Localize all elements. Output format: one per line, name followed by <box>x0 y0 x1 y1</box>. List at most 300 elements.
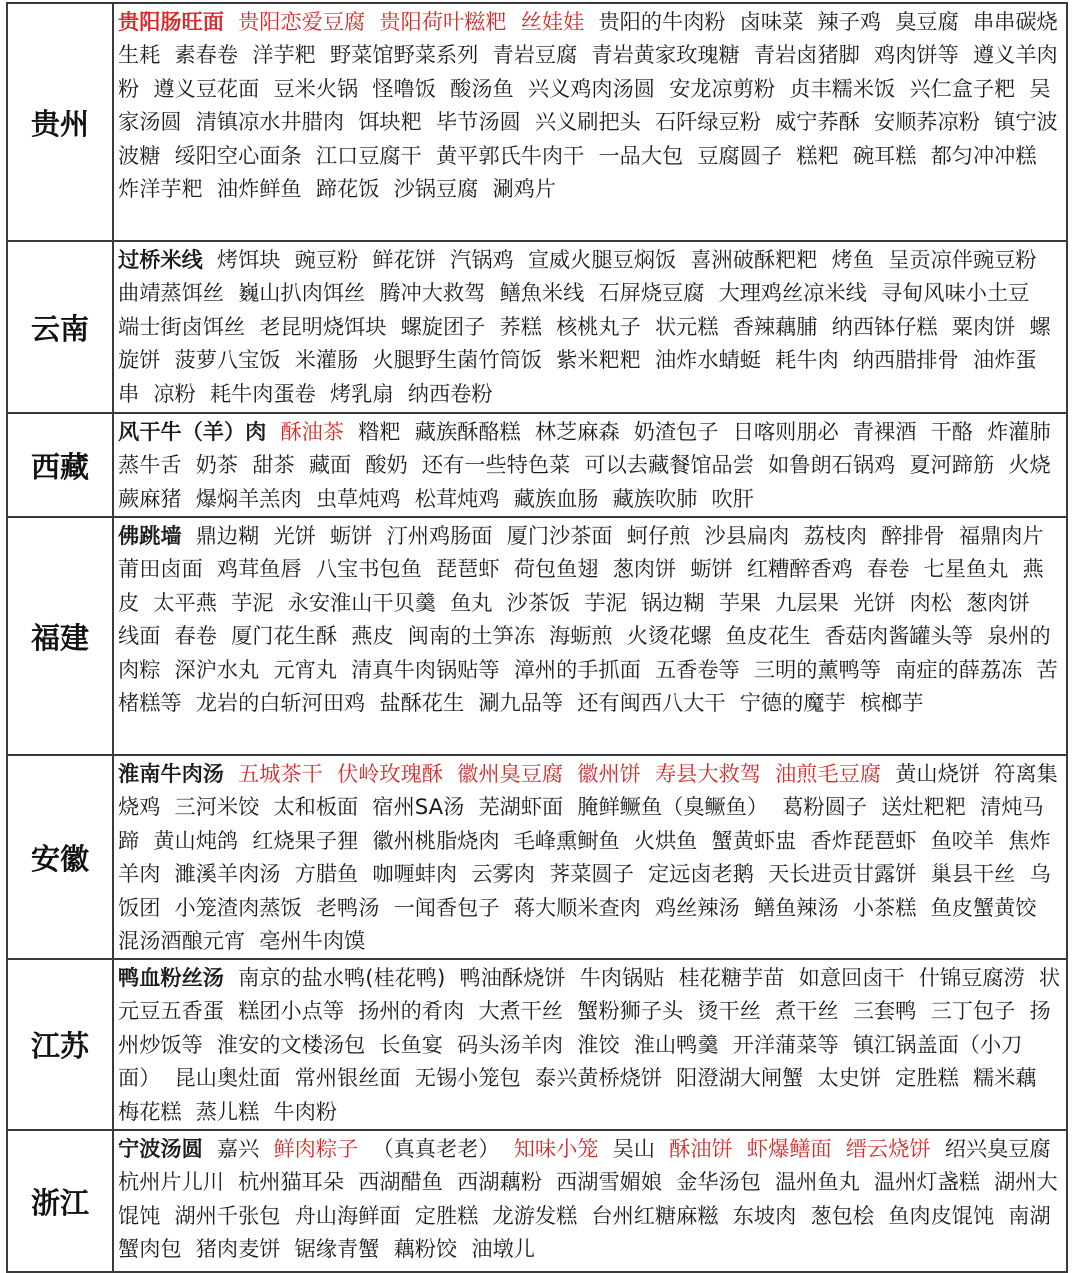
food-item: 螺旋饼 <box>118 313 1051 373</box>
food-item: 吴山 <box>612 1136 655 1161</box>
food-item: 豆腐圆子 <box>697 142 783 168</box>
food-item: 碗耳糕 <box>852 142 917 168</box>
food-item: 南湖蟹肉包 <box>118 1202 1051 1262</box>
food-item: 鱼丸 <box>450 589 493 615</box>
food-item-highlighted: 酥油饼 <box>669 1136 733 1161</box>
food-item: 藕粉饺 <box>393 1236 458 1262</box>
food-table <box>6 2 1068 1273</box>
food-item: 汀州鸡肠面 <box>386 523 493 548</box>
food-item: 太史饼 <box>817 1065 882 1091</box>
food-item: 鱼咬羊 <box>930 827 995 853</box>
food-item: 杭州猫耳朵 <box>238 1169 345 1195</box>
food-item: 鸡茸鱼唇 <box>216 556 302 582</box>
food-item: 饵块粑 <box>358 109 422 135</box>
food-item: 荷包鱼翅 <box>513 556 599 582</box>
province-row <box>7 517 1067 755</box>
food-item: 青岩黄家玫瑰糖 <box>591 42 740 68</box>
food-item: 还有闽西八大干 <box>577 690 726 716</box>
province-row <box>7 413 1067 517</box>
food-item: 春卷 <box>174 623 217 649</box>
food-item: 黄山炖鸽 <box>153 827 239 853</box>
food-item: 光饼 <box>852 589 896 615</box>
food-item: 香炸琵琶虾 <box>810 827 917 853</box>
food-item: 螺旋团子 <box>400 313 486 339</box>
food-item: 涮鸡片 <box>492 176 557 202</box>
food-item: 厦门花生酥 <box>231 623 338 649</box>
food-item: 西湖醋鱼 <box>358 1169 443 1195</box>
food-item-highlighted: 鲜肉粽子 <box>273 1136 359 1161</box>
food-item: 天长进贡甘露饼 <box>768 861 917 887</box>
food-item: 咖喱蚌肉 <box>372 861 458 887</box>
food-item: 纳西钵仔糕 <box>831 313 938 339</box>
food-item: 奶渣包子 <box>633 419 719 444</box>
food-item: 油炸蛋串 <box>118 347 1037 406</box>
food-item: 蹄花饭 <box>315 176 380 202</box>
food-item: 松茸炖鸡 <box>414 485 500 511</box>
food-item: 紫米粑粑 <box>556 347 641 373</box>
food-item: 亳州牛肉馍 <box>259 928 366 954</box>
food-item: 槟榔芋 <box>859 690 924 716</box>
food-item: 吴家汤圆 <box>118 75 1051 135</box>
food-item: 糕粑 <box>796 142 839 168</box>
food-item: 阳澄湖大闸蟹 <box>676 1065 804 1091</box>
food-item: 深沪水丸 <box>174 656 260 682</box>
food-item-highlighted: 油煎毛豆腐 <box>775 761 882 786</box>
food-item: 鸭油酥烧饼 <box>459 965 566 990</box>
food-item: 安龙凉剪粉 <box>669 75 776 101</box>
food-item: 臭豆腐 <box>895 9 959 34</box>
food-item: 日喀则朋必 <box>732 419 839 444</box>
food-item: 濉溪羊肉汤 <box>174 861 281 887</box>
food-item: 油炸水蜻蜓 <box>654 347 761 373</box>
food-item: 龙岩的白斩河田鸡 <box>195 690 366 716</box>
food-item: 兴义鸡肉汤圆 <box>527 75 655 101</box>
food-item: 豌豆粉 <box>294 247 359 272</box>
food-item: 江口豆腐干 <box>315 142 422 168</box>
food-item: 厦门沙茶面 <box>506 523 613 548</box>
food-item: 怪噜饭 <box>372 75 436 101</box>
food-item: 辣子鸡 <box>817 9 882 34</box>
food-item: 甜茶 <box>252 452 295 478</box>
food-item: 纳西卷粉 <box>407 380 493 406</box>
food-item: 豆米火锅 <box>273 75 359 101</box>
food-item-highlighted: 五城茶干 <box>238 761 323 786</box>
food-item: 锯缘青蟹 <box>294 1236 380 1262</box>
food-item: 送灶粑粑 <box>881 794 966 820</box>
food-item-featured: 宁波汤圆 <box>118 1136 203 1161</box>
food-item: 三河米饺 <box>174 794 260 820</box>
food-item: 五香卷等 <box>654 656 740 682</box>
food-item: 漳州的手抓面 <box>513 656 641 682</box>
food-item-highlighted: 徽州臭豆腐 <box>457 761 564 786</box>
food-item: 鼎边糊 <box>195 523 260 548</box>
food-item: 荠菜圆子 <box>549 861 634 887</box>
food-item: 炸灌肺 <box>987 419 1051 444</box>
food-item: 巍山扒肉饵丝 <box>238 280 366 306</box>
food-item: 温州灯盏糕 <box>874 1169 980 1195</box>
food-item: 火烫花螺 <box>626 623 712 649</box>
food-item: 状元糕 <box>654 313 719 339</box>
food-item: 吹肝 <box>711 485 754 511</box>
food-item-featured: 风干牛（羊）肉 <box>118 419 267 444</box>
food-item: 葱肉饼 <box>612 556 677 582</box>
food-list <box>113 241 1067 413</box>
food-item: 嘉兴 <box>216 1136 260 1161</box>
food-item: 鱼皮花生 <box>725 623 811 649</box>
province-row <box>7 755 1067 959</box>
food-item: 藏族血肠 <box>513 485 599 511</box>
food-item: 大理鸡丝凉米线 <box>718 280 867 306</box>
food-item: 火烘鱼 <box>633 827 698 853</box>
food-item: 光饼 <box>273 523 316 548</box>
food-item: 腾冲大救驾 <box>379 280 486 306</box>
food-item: 蚵仔煎 <box>626 523 691 548</box>
food-item: 鳝鱼辣汤 <box>753 894 839 920</box>
food-item: 状元豆五香蛋 <box>118 965 1061 1024</box>
food-item: 龙游发糕 <box>492 1202 578 1228</box>
food-item: 什锦豆腐涝 <box>918 965 1025 990</box>
food-item: 还有一些特色菜 <box>421 452 571 478</box>
food-item: 小茶糕 <box>852 894 917 920</box>
food-item: 串串碳烧生耗 <box>118 9 1058 68</box>
food-item: 芜湖虾面 <box>478 794 564 820</box>
province-name: 贵州 <box>7 3 113 241</box>
food-item: 一品大包 <box>598 142 684 168</box>
food-item: 鱼肉皮馄饨 <box>888 1202 995 1228</box>
food-item: 夏河蹄筋 <box>909 452 995 478</box>
food-item: 葛粉圆子 <box>782 794 867 820</box>
food-item: 西湖藕粉 <box>457 1169 542 1195</box>
food-item: 南京的盐水鸭(桂花鸭) <box>238 965 446 990</box>
food-item: 鲜花饼 <box>372 247 436 272</box>
food-item: 三丁包子 <box>930 998 1016 1024</box>
food-item: 牛肉粉 <box>273 1098 338 1124</box>
food-item: 烫干丝 <box>697 998 761 1024</box>
food-item: 蟹黄虾盅 <box>711 827 797 853</box>
food-item: 宁德的魔芋 <box>739 690 846 716</box>
food-item-highlighted: 酥油茶 <box>280 419 345 444</box>
food-item: 泰兴黄桥烧饼 <box>534 1065 663 1091</box>
food-item: 春卷 <box>867 556 910 582</box>
province-row <box>7 3 1067 241</box>
food-item: 贞丰糯米饭 <box>789 75 896 101</box>
food-item: 定远卤老鹅 <box>647 861 754 887</box>
food-item: 淮饺 <box>577 1031 620 1057</box>
food-item: 爆焖羊羔肉 <box>195 485 302 511</box>
food-item: 醉排骨 <box>881 523 945 548</box>
food-item: 海蛎煎 <box>549 623 613 649</box>
food-item: 云雾肉 <box>471 861 535 887</box>
food-item: 无锡小笼包 <box>414 1065 521 1091</box>
food-item: 黄山烧饼 <box>895 761 980 786</box>
food-item: 八宝书包鱼 <box>315 556 422 582</box>
food-item: 沙茶饭 <box>506 589 571 615</box>
food-item: 闽南的土笋冻 <box>407 623 535 649</box>
food-item: 杭州片儿川 <box>118 1169 224 1195</box>
food-item: 三套鸭 <box>852 998 917 1024</box>
food-item: 素春卷 <box>174 42 239 68</box>
food-item: 野菜馆野菜系列 <box>330 42 479 68</box>
province-name: 西藏 <box>7 413 113 517</box>
food-item: 芋泥 <box>584 589 627 615</box>
food-item: 烤鱼 <box>831 247 875 272</box>
food-item: 糌粑 <box>358 419 401 444</box>
food-item: 老鸭汤 <box>315 894 380 920</box>
food-item: 肉松 <box>909 589 952 615</box>
food-item: 煮干丝 <box>775 998 839 1024</box>
food-item: 大煮干丝 <box>478 998 564 1024</box>
food-item: 南症的薛荔冻 <box>895 656 1023 682</box>
food-item-highlighted: 虾爆鳝面 <box>746 1136 832 1161</box>
food-item: 林芝麻森 <box>534 419 620 444</box>
food-item: 藏族酥酪糕 <box>414 419 521 444</box>
food-item: 红糟醉香鸡 <box>746 556 853 582</box>
food-item: 莆田卤面 <box>118 556 203 582</box>
food-item: 码头汤羊肉 <box>457 1031 564 1057</box>
food-item: 葱包桧 <box>810 1202 875 1228</box>
food-item: 清真牛肉锅贴等 <box>351 656 500 682</box>
food-item: 烤饵块 <box>216 247 281 272</box>
food-item: 石屏烧豆腐 <box>598 280 705 306</box>
food-item: 荞糕 <box>499 313 542 339</box>
food-item: 兴义刷把头 <box>534 109 641 135</box>
food-item: 牛肉锅贴 <box>579 965 665 990</box>
food-item: 锅边糊 <box>640 589 705 615</box>
food-item: 鳝魚米线 <box>499 280 585 306</box>
food-item: 混汤酒酿元宵 <box>118 928 246 954</box>
food-item: 糕团小点等 <box>238 998 345 1024</box>
food-item: 菠萝八宝饭 <box>174 347 281 373</box>
food-item: 猪肉麦饼 <box>195 1236 281 1262</box>
food-item: 巢县干丝 <box>930 861 1016 887</box>
food-item: 糯米藕 <box>972 1065 1037 1091</box>
food-item: 苦楮糕等 <box>118 656 1058 716</box>
food-item: 荔枝肉 <box>803 523 868 548</box>
food-item: 火腿野生菌竹筒饭 <box>372 347 542 373</box>
food-item: 洋芋粑 <box>252 42 316 68</box>
food-item: 涮九品等 <box>478 690 564 716</box>
food-item: 香菇肉酱罐头等 <box>824 623 973 649</box>
food-item: 遵义豆花面 <box>153 75 260 101</box>
food-item: 汽锅鸡 <box>450 247 514 272</box>
province-name: 福建 <box>7 517 113 755</box>
food-item-highlighted: 贵阳肠旺面 <box>118 9 224 34</box>
food-item: 都匀冲冲糕 <box>930 142 1037 168</box>
food-item: 青岩卤猪脚 <box>753 42 860 68</box>
food-item: 呈贡凉伴豌豆粉 <box>888 247 1037 272</box>
food-list <box>113 1130 1067 1272</box>
food-item: 西湖雪媚娘 <box>556 1169 663 1195</box>
food-item: 耗牛肉 <box>775 347 839 373</box>
food-item: 卤味菜 <box>739 9 804 34</box>
food-item: 蒸牛舌 <box>118 452 182 478</box>
food-item-featured: 淮南牛肉汤 <box>118 761 224 786</box>
food-item: 镇江锅盖面（小刀面） <box>118 1031 1023 1091</box>
food-item: 粟肉饼 <box>951 313 1016 339</box>
food-item: 青裸酒 <box>852 419 917 444</box>
food-item: 安顺荞凉粉 <box>874 109 980 135</box>
food-item: 燕皮 <box>351 623 394 649</box>
food-item: 藏面 <box>308 452 352 478</box>
food-item: 湖州千张包 <box>174 1202 281 1228</box>
food-item: 烤乳扇 <box>330 380 394 406</box>
food-item: 扬州的肴肉 <box>358 998 465 1024</box>
food-item: 符离集烧鸡 <box>118 761 1058 820</box>
food-item-highlighted: 伏岭玫瑰酥 <box>337 761 443 786</box>
food-item: 毕节汤圆 <box>435 109 521 135</box>
food-item: 镇宁波波糖 <box>118 109 1058 168</box>
food-item: 清炖马蹄 <box>118 794 1044 853</box>
food-item-featured: 过桥米线 <box>118 247 203 272</box>
food-item: 核桃丸子 <box>556 313 641 339</box>
food-item: 红烧果子狸 <box>252 827 359 853</box>
food-item-highlighted: 知味小笼 <box>513 1136 599 1161</box>
food-item: 太平燕 <box>153 589 217 615</box>
food-item: 石阡绿豆粉 <box>654 109 761 135</box>
food-item: 蛎饼 <box>690 556 733 582</box>
food-item: 徽州桃脂烧肉 <box>372 827 500 853</box>
food-item: 长鱼宴 <box>379 1031 443 1057</box>
food-item: 温州鱼丸 <box>775 1169 860 1195</box>
food-item: 寻甸风味小土豆 <box>881 280 1030 306</box>
food-item: 青岩豆腐 <box>492 42 578 68</box>
food-list <box>113 959 1067 1130</box>
food-item: 兴仁盒子粑 <box>909 75 1016 101</box>
food-item-featured: 鸭血粉丝汤 <box>118 965 224 990</box>
food-item: 太和板面 <box>273 794 359 820</box>
food-item: 喜洲破酥粑粑 <box>690 247 818 272</box>
food-item: 曲靖蒸饵丝 <box>118 280 224 306</box>
food-item-featured: 佛跳墙 <box>118 523 182 548</box>
food-item: 米灌肠 <box>294 347 359 373</box>
food-item: 奶茶 <box>195 452 239 478</box>
food-item-highlighted: 徽州饼 <box>577 761 641 786</box>
food-item: 宣威火腿豆焖饭 <box>527 247 677 272</box>
food-item: 方腊鱼 <box>294 861 359 887</box>
food-item: 泉州的肉粽 <box>118 623 1051 682</box>
food-item: 湖州大馄饨 <box>118 1169 1058 1228</box>
province-row <box>7 241 1067 413</box>
food-item: 蒸儿糕 <box>195 1098 260 1124</box>
food-item: 贵阳的牛肉粉 <box>598 9 726 34</box>
province-name: 云南 <box>7 241 113 413</box>
food-item: 定胜糕 <box>414 1202 479 1228</box>
food-item: 蛎饼 <box>330 523 373 548</box>
food-item: 毛峰熏鲥鱼 <box>513 827 620 853</box>
food-item: 芋泥 <box>231 589 274 615</box>
food-item: 金华汤包 <box>676 1169 761 1195</box>
food-item: 九层果 <box>775 589 839 615</box>
food-item: 三明的薰鸭等 <box>753 656 882 682</box>
food-item: 琵琶虾 <box>435 556 500 582</box>
food-item: 桂花糖芋苗 <box>678 965 785 990</box>
food-list <box>113 517 1067 755</box>
food-item: 端士街卤饵丝 <box>118 313 246 339</box>
food-item-highlighted: 丝娃娃 <box>520 9 585 34</box>
food-item: 绍兴臭豆腐 <box>944 1136 1051 1161</box>
province-row <box>7 1130 1067 1272</box>
food-item: 乌饭团 <box>118 861 1051 920</box>
food-item: 蒋大顺米查肉 <box>513 894 641 920</box>
food-item: 腌鲜鳜鱼（臭鳜鱼） <box>577 794 769 820</box>
food-item: 纳西腊排骨 <box>852 347 959 373</box>
food-item-highlighted: 寿县大救驾 <box>654 761 761 786</box>
food-item: 燕皮 <box>118 556 1044 615</box>
food-item: 鱼皮蟹黄饺 <box>930 894 1037 920</box>
province-name: 浙江 <box>7 1130 113 1272</box>
food-item: 凉粉 <box>153 380 196 406</box>
food-item: （真真老老） <box>372 1136 500 1161</box>
food-item: 元宵丸 <box>273 656 338 682</box>
food-item-highlighted: 贵阳荷叶糍粑 <box>379 9 507 34</box>
food-item-highlighted: 贵阳恋爱豆腐 <box>238 9 366 34</box>
food-item: 永安淮山干贝羹 <box>287 589 436 615</box>
province-row <box>7 959 1067 1130</box>
food-item-highlighted: 缙云烧饼 <box>845 1136 931 1161</box>
food-item: 耗牛肉蛋卷 <box>209 380 316 406</box>
food-item: 福鼎肉片 <box>958 523 1044 548</box>
food-item: 干酪 <box>930 419 973 444</box>
food-item: 酸奶 <box>365 452 408 478</box>
food-list <box>113 413 1067 517</box>
food-item: 东坡肉 <box>732 1202 797 1228</box>
food-list <box>113 3 1067 241</box>
food-item: 焦炸羊肉 <box>118 827 1051 887</box>
food-item: 扬州炒饭等 <box>118 998 1051 1057</box>
food-item: 沙锅豆腐 <box>393 176 479 202</box>
food-item: 盐酥花生 <box>379 690 465 716</box>
food-item: 黄平郭氏牛肉干 <box>435 142 585 168</box>
food-item: 清镇凉水井腊肉 <box>195 109 345 135</box>
food-item: 油墩儿 <box>471 1236 535 1262</box>
food-item: 芋果 <box>718 589 762 615</box>
food-item: 绥阳空心面条 <box>174 142 302 168</box>
food-item: 油炸鲜鱼 <box>216 176 302 202</box>
food-item: 一闻香包子 <box>393 894 500 920</box>
food-item: 香辣藕脯 <box>732 313 818 339</box>
food-item: 七星鱼丸 <box>923 556 1009 582</box>
food-item: 遵义羊肉粉 <box>118 42 1058 101</box>
food-item: 线面 <box>118 623 161 649</box>
food-item: 定胜糕 <box>895 1065 959 1091</box>
food-item: 老昆明烧饵块 <box>259 313 387 339</box>
food-item: 沙县扁肉 <box>704 523 790 548</box>
food-item: 鸡肉饼等 <box>874 42 959 68</box>
food-item: 藏族吹肺 <box>612 485 698 511</box>
food-item: 台州红糖麻糍 <box>591 1202 719 1228</box>
food-list <box>113 755 1067 959</box>
food-item: 开洋蒲菜等 <box>732 1031 839 1057</box>
food-item: 火烧蕨麻猪 <box>118 452 1051 511</box>
food-item: 如意回卤干 <box>798 965 905 990</box>
food-item: 宿州SA汤 <box>372 794 465 820</box>
food-item: 淮山鸭羹 <box>633 1031 719 1057</box>
province-name: 安徽 <box>7 755 113 959</box>
food-item: 鸡丝辣汤 <box>654 894 740 920</box>
food-item: 梅花糕 <box>118 1098 182 1124</box>
food-item: 酸汤鱼 <box>450 75 514 101</box>
food-item: 葱肉饼 <box>966 589 1030 615</box>
food-item: 常州银丝面 <box>294 1065 401 1091</box>
food-item: 小笼渣肉蒸饭 <box>174 894 302 920</box>
food-item: 如鲁朗石锅鸡 <box>768 452 896 478</box>
province-name: 江苏 <box>7 959 113 1130</box>
food-item: 淮安的文楼汤包 <box>216 1031 366 1057</box>
food-item: 蟹粉狮子头 <box>577 998 684 1024</box>
food-item: 炸洋芋粑 <box>118 176 203 202</box>
food-item: 可以去藏餐馆品尝 <box>584 452 754 478</box>
food-item: 昆山奥灶面 <box>174 1065 281 1091</box>
